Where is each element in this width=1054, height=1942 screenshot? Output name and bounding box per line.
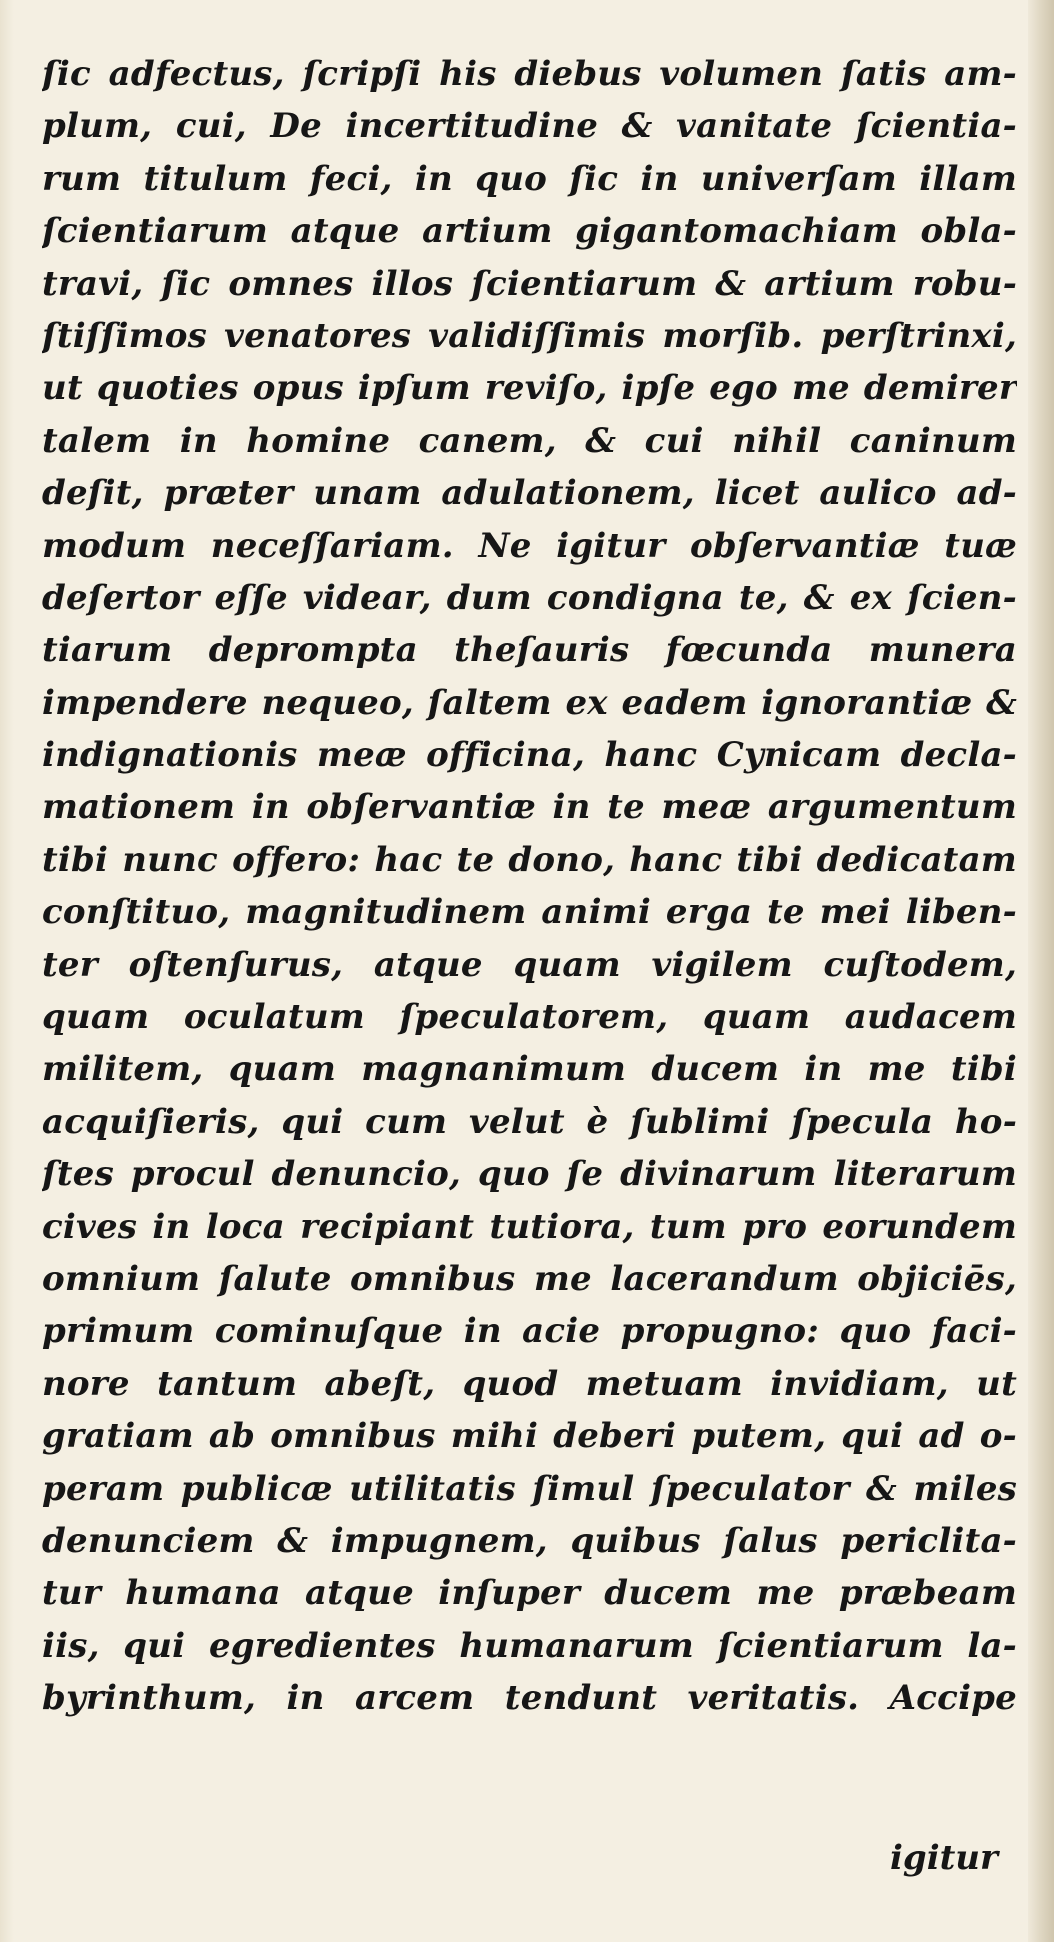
text-line: militem, quam magnanimum ducem in me tibi xyxy=(42,1049,1017,1090)
page-edge-shadow xyxy=(1028,0,1054,1942)
text-line: peram publicæ utilitatis ſimul ſpeculator & miles xyxy=(42,1468,1017,1509)
text-line: modum neceſſariam. Ne igitur obſervantiæ tuæ xyxy=(42,525,1017,566)
text-line: omnium ſalute omnibus me lacerandum objiciēs, xyxy=(42,1258,1017,1299)
catchword: igitur xyxy=(890,1838,998,1878)
text-line: conſtituo, magnitudinem animi erga te mei liben- xyxy=(42,892,1017,933)
text-line: ſcientiarum atque artium gigantomachiam obla- xyxy=(42,211,1017,252)
text-line: denunciem & impugnem, quibus ſalus periclita- xyxy=(42,1520,1017,1561)
text-line: ſtiſſimos venatores validiſſimis morſib. perſtrinxi, xyxy=(42,315,1017,356)
text-line: tiarum deprompta theſauris fœcunda munera xyxy=(42,630,1017,671)
text-line: gratiam ab omnibus mihi deberi putem, qui ad o- xyxy=(42,1416,1017,1457)
text-line: travi, ſic omnes illos ſcientiarum & artium robu- xyxy=(42,263,1017,304)
text-line: talem in homine canem, & cui nihil caninum xyxy=(42,420,1017,461)
text-line: ſic adfectus, ſcripſi his diebus volumen ſatis am- xyxy=(42,54,1017,94)
text-line: indignationis meæ officina, hanc Cynicam decla- xyxy=(42,735,1017,776)
text-line: ſtes procul denuncio, quo ſe divinarum literarum xyxy=(42,1154,1017,1195)
text-line: nore tantum abeſt, quod metuam invidiam, ut xyxy=(42,1363,1017,1404)
text-line: mationem in obſervantiæ in te meæ argumentum xyxy=(42,787,1017,828)
text-line: cives in loca recipiant tutiora, tum pro eorundem xyxy=(42,1206,1017,1247)
text-line: ter oſtenſurus, atque quam vigilem cuſtodem, xyxy=(42,944,1017,985)
page-gutter-shadow xyxy=(0,0,14,1942)
text-line: acquiſieris, qui cum velut è ſublimi ſpecula ho- xyxy=(42,1101,1017,1142)
text-line: quam oculatum ſpeculatorem, quam audacem xyxy=(42,997,1017,1038)
text-line: byrinthum, in arcem tendunt veritatis. Accipe xyxy=(42,1678,1017,1719)
text-line: ut quoties opus ipſum reviſo, ipſe ego me demirer xyxy=(42,368,1017,409)
text-line: primum cominuſque in acie propugno: quo faci- xyxy=(42,1311,1017,1352)
text-line: rum titulum feci, in quo ſic in univerſam illam xyxy=(42,158,1017,199)
text-line: tur humana atque inſuper ducem me præbeam xyxy=(42,1573,1017,1614)
text-line: plum, cui, De incertitudine & vanitate ſcientia- xyxy=(42,106,1017,147)
text-line: tibi nunc offero: hac te dono, hanc tibi dedicatam xyxy=(42,839,1017,880)
text-line: deſertor eſſe videar, dum condigna te, & ex ſcien- xyxy=(42,577,1017,618)
text-line: iis, qui egredientes humanarum ſcientiarum la- xyxy=(42,1625,1017,1666)
text-line: deſit, præter unam adulationem, licet aulico ad- xyxy=(42,473,1017,514)
body-text xyxy=(42,48,1017,1725)
text-line: impendere nequeo, ſaltem ex eadem ignorantiæ & xyxy=(42,682,1017,723)
